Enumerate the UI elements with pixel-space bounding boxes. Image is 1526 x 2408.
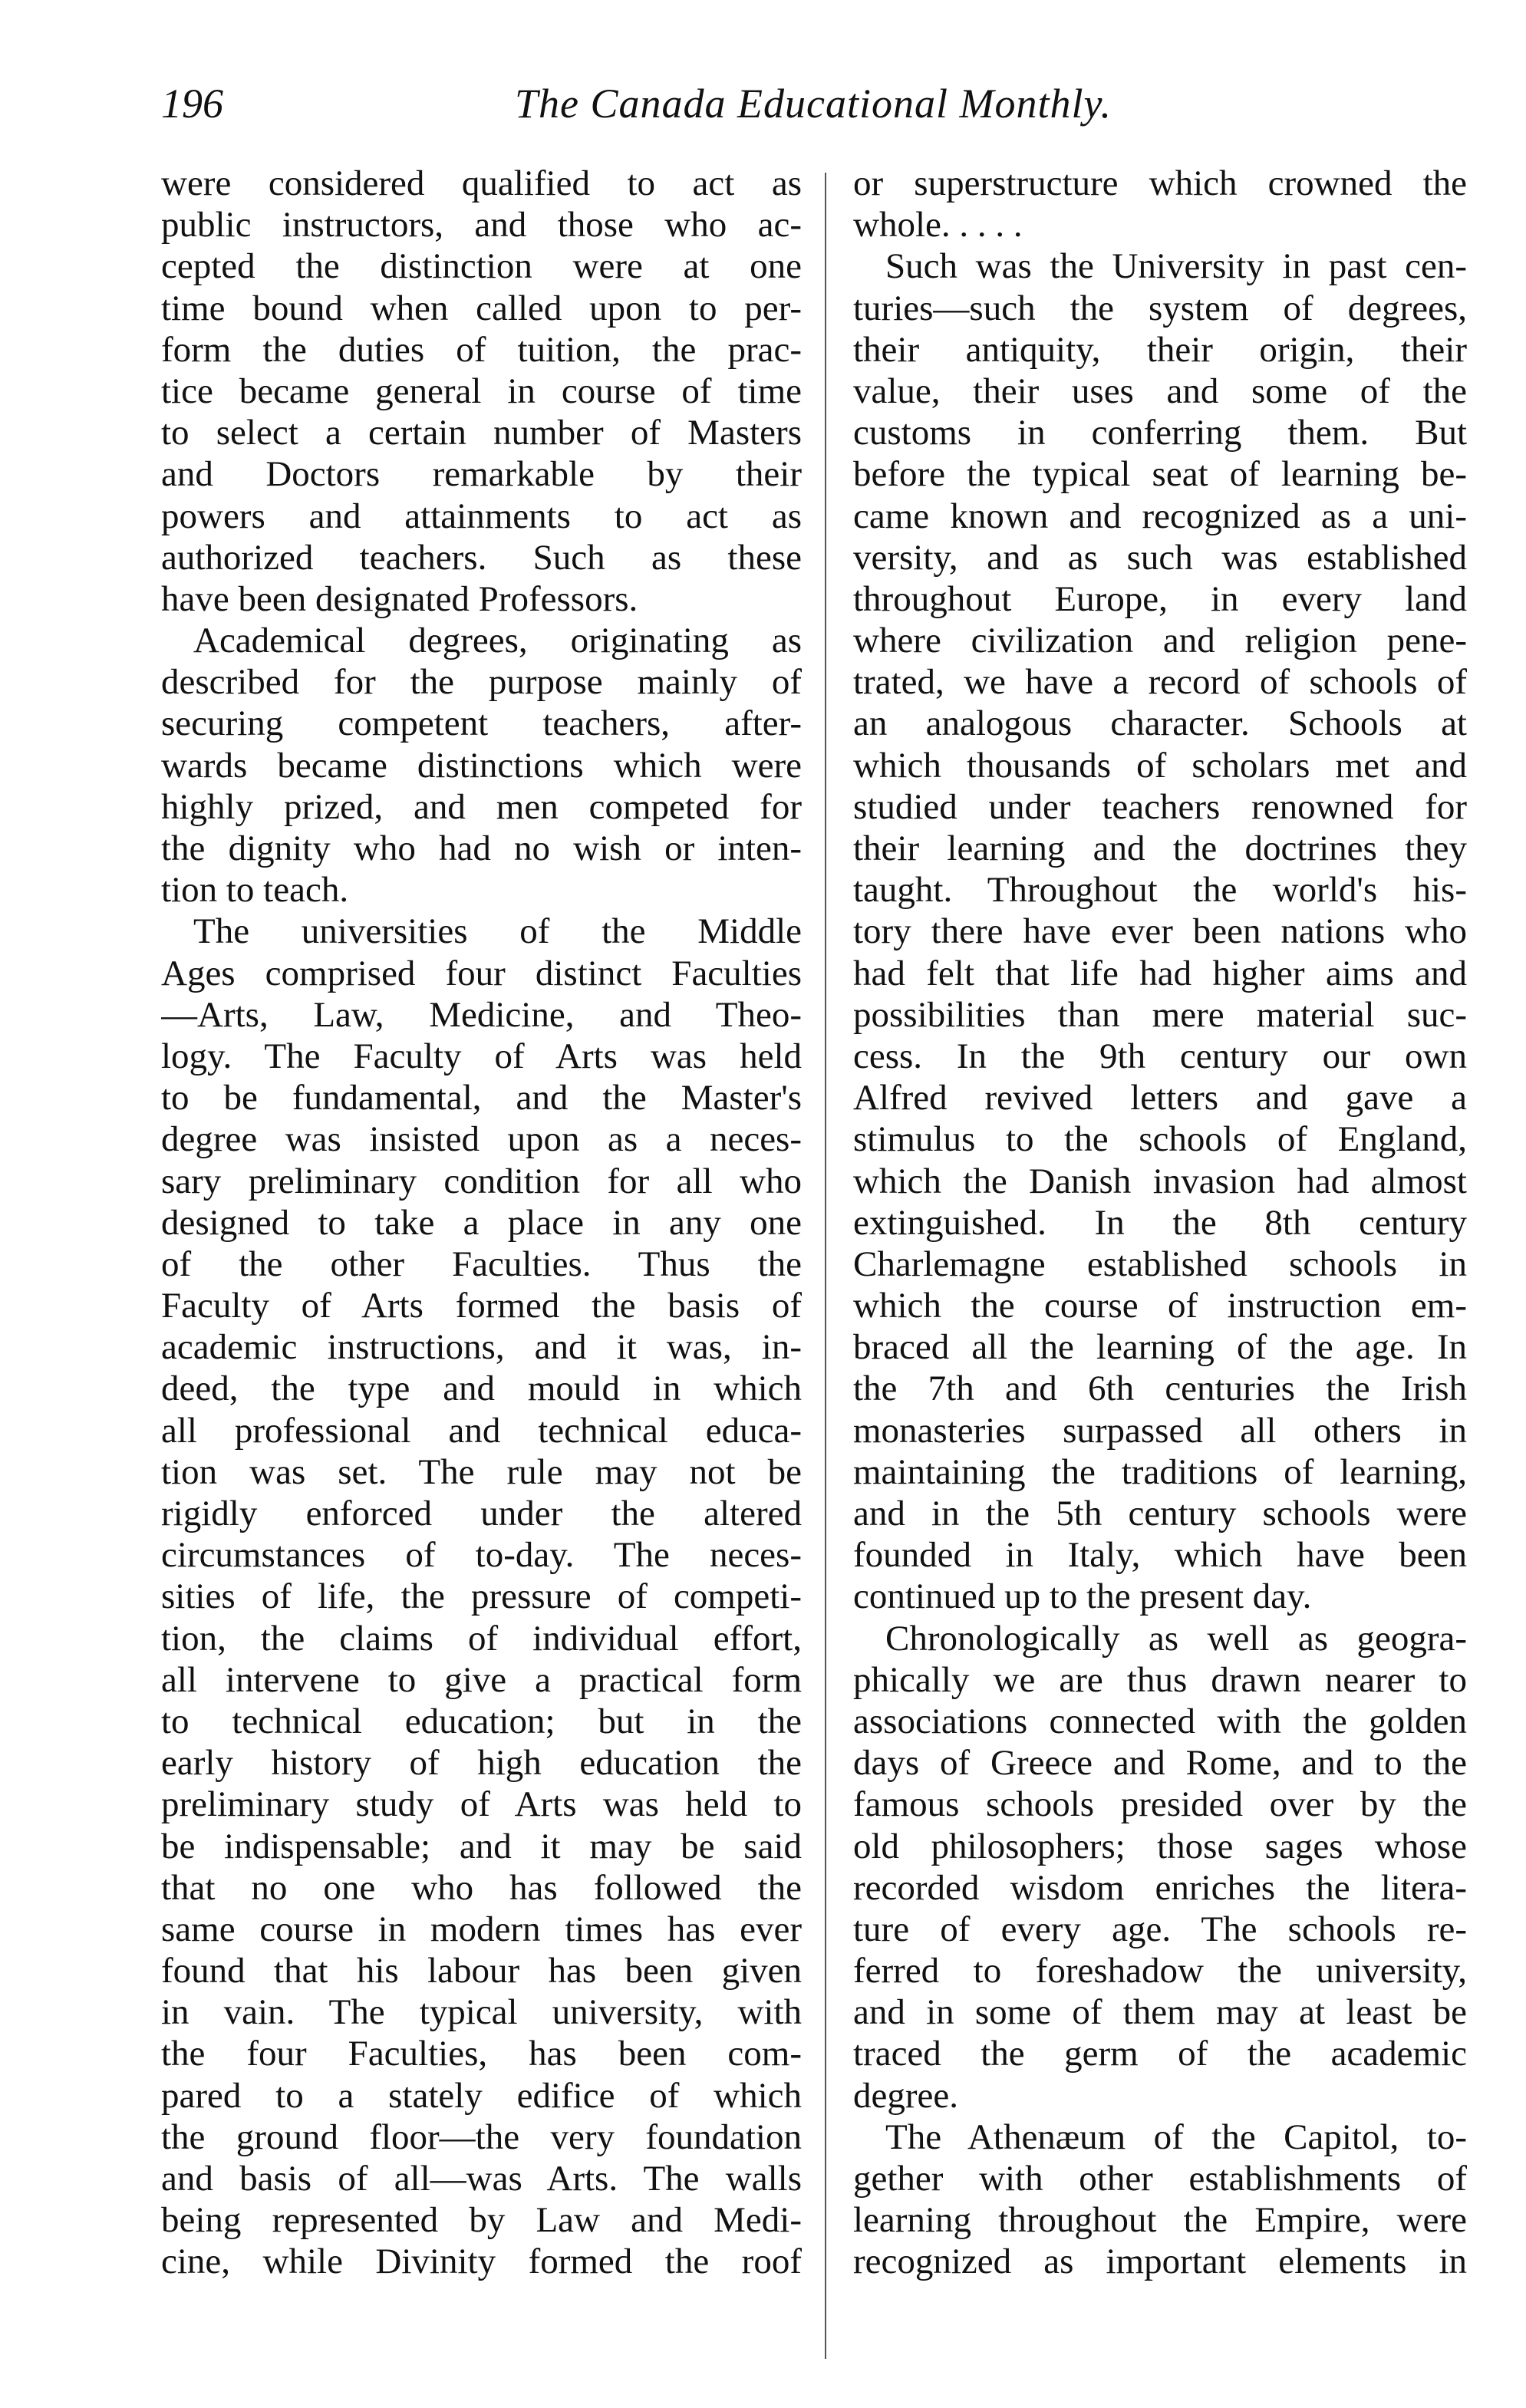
text-line: Chronologically as well as geogra- (885, 1618, 1467, 1659)
text-line: phically we are thus drawn nearer to (853, 1659, 1467, 1700)
text-line: degree was insisted upon as a neces- (161, 1119, 802, 1160)
text-line: were considered qualified to act as (161, 163, 802, 203)
text-line: sary preliminary condition for all who (161, 1161, 802, 1201)
text-line: had felt that life had higher aims and (853, 953, 1467, 993)
text-line: preliminary study of Arts was held to (161, 1784, 802, 1825)
text-line: taught. Throughout the world's his- (853, 870, 1467, 911)
text-line: or superstructure which crowned the (853, 163, 1467, 203)
text-line: and basis of all—was Arts. The walls (161, 2159, 802, 2199)
text-line: found that his labour has been given (161, 1951, 802, 1991)
text-line: circumstances of to-day. The neces- (161, 1535, 802, 1576)
text-line: securing competent teachers, after- (161, 703, 802, 744)
text-line: and in the 5th century schools were (853, 1494, 1467, 1533)
page-number: 196 (161, 81, 223, 127)
text-line: trated, we have a record of schools of (853, 662, 1467, 703)
text-line: throughout Europe, in every land (853, 578, 1467, 619)
text-line: famous schools presided over by the (853, 1784, 1467, 1825)
text-line: the ground floor—the very foundation (161, 2116, 802, 2157)
page-header (161, 73, 1465, 134)
text-line: powers and attainments to act as (161, 496, 802, 536)
text-line: old philosophers; those sages whose (853, 1826, 1467, 1866)
text-line: The universities of the Middle (193, 911, 802, 952)
text-line: before the typical seat of learning be- (853, 454, 1467, 495)
text-line: value, their uses and some of the (853, 371, 1467, 411)
text-line: degree. (853, 2075, 958, 2116)
text-line: came known and recognized as a uni- (853, 496, 1467, 536)
text-line: gether with other establishments of (853, 2159, 1467, 2199)
text-line: being represented by Law and Medi- (161, 2200, 802, 2241)
text-line: Such was the University in past cen- (885, 246, 1467, 287)
text-line: which the course of instruction em- (853, 1286, 1467, 1326)
text-line: to technical education; but in the (161, 1701, 802, 1741)
text-line: possibilities than mere material suc- (853, 994, 1467, 1035)
text-line: recognized as important elements in (853, 2242, 1467, 2282)
text-line: have been designated Professors. (161, 578, 638, 619)
text-line: academic instructions, and it was, in- (161, 1327, 802, 1368)
text-line: stimulus to the schools of England, (853, 1119, 1467, 1160)
text-line: of the other Faculties. Thus the (161, 1244, 802, 1284)
text-line: tory there have ever been nations who (853, 911, 1467, 952)
text-line: turies—such the system of degrees, (853, 288, 1467, 328)
text-line: and Doctors remarkable by their (161, 454, 802, 495)
text-line: deed, the type and mould in which (161, 1369, 802, 1409)
text-line: which the Danish invasion had almost (853, 1161, 1467, 1201)
text-line: to select a certain number of Masters (161, 413, 802, 453)
text-line: time bound when called upon to per- (161, 288, 802, 328)
text-line: —Arts, Law, Medicine, and Theo- (161, 994, 802, 1035)
text-line: in vain. The typical university, with (161, 1992, 802, 2033)
left-column (161, 163, 802, 2283)
text-line: public instructors, and those who ac- (161, 205, 802, 245)
text-line: be indispensable; and it may be said (161, 1826, 802, 1866)
text-line: described for the purpose mainly of (161, 662, 802, 703)
text-line: authorized teachers. Such as these (161, 537, 802, 578)
text-line: cess. In the 9th century our own (853, 1036, 1467, 1076)
text-line: Alfred revived letters and gave a (853, 1078, 1467, 1118)
text-line: continued up to the present day. (853, 1576, 1312, 1617)
text-line: tice became general in course of time (161, 371, 802, 411)
column-divider (825, 173, 826, 2359)
text-line: tion to teach. (161, 870, 349, 911)
text-line: monasteries surpassed all others in (853, 1410, 1467, 1451)
text-line: whole. . . . . (853, 205, 1023, 245)
text-line: learning throughout the Empire, were (853, 2200, 1467, 2241)
text-line: to be fundamental, and the Master's (161, 1078, 802, 1118)
text-line: recorded wisdom enriches the litera- (853, 1867, 1467, 1908)
text-line: tion, the claims of individual effort, (161, 1618, 802, 1659)
right-column (853, 163, 1467, 2283)
text-line: where civilization and religion pene- (853, 621, 1467, 661)
text-line: Faculty of Arts formed the basis of (161, 1286, 802, 1326)
text-line: ture of every age. The schools re- (853, 1909, 1467, 1949)
text-line: versity, and as such was established (853, 537, 1467, 578)
text-line: all intervene to give a practical form (161, 1659, 802, 1700)
text-line: Charlemagne established schools in (853, 1244, 1467, 1284)
text-line: pared to a stately edifice of which (161, 2075, 802, 2116)
text-line: an analogous character. Schools at (853, 703, 1467, 744)
text-line: Academical degrees, originating as (193, 621, 802, 661)
text-line: cepted the distinction were at one (161, 246, 802, 287)
text-line: their antiquity, their origin, their (853, 329, 1467, 370)
text-line: designed to take a place in any one (161, 1202, 802, 1243)
text-line: cine, while Divinity formed the roof (161, 2242, 802, 2282)
text-line: wards became distinctions which were (161, 745, 802, 786)
text-line: ferred to foreshadow the university, (853, 1951, 1467, 1991)
text-line: The Athenæum of the Capitol, to- (885, 2116, 1467, 2157)
text-line: and in some of them may at least be (853, 1992, 1467, 2033)
text-line: sities of life, the pressure of competi- (161, 1576, 802, 1617)
text-line: founded in Italy, which have been (853, 1535, 1467, 1576)
text-line: traced the germ of the academic (853, 2034, 1467, 2074)
text-line: customs in conferring them. But (853, 413, 1467, 453)
text-line: braced all the learning of the age. In (853, 1327, 1467, 1368)
text-line: logy. The Faculty of Arts was held (161, 1036, 802, 1076)
text-line: the four Faculties, has been com- (161, 2034, 802, 2074)
text-line: days of Greece and Rome, and to the (853, 1743, 1467, 1784)
text-line: maintaining the traditions of learning, (853, 1451, 1467, 1492)
text-line: tion was set. The rule may not be (161, 1451, 802, 1492)
text-line: early history of high education the (161, 1743, 802, 1784)
text-line: the dignity who had no wish or inten- (161, 828, 802, 868)
text-line: which thousands of scholars met and (853, 745, 1467, 786)
text-line: same course in modern times has ever (161, 1909, 802, 1949)
running-title: The Canada Educational Monthly. (515, 81, 1112, 127)
text-line: their learning and the doctrines they (853, 828, 1467, 868)
text-line: highly prized, and men competed for (161, 786, 802, 827)
text-line: Ages comprised four distinct Faculties (161, 953, 802, 993)
text-line: rigidly enforced under the altered (161, 1494, 802, 1533)
text-line: that no one who has followed the (161, 1867, 802, 1908)
text-line: form the duties of tuition, the prac- (161, 329, 802, 370)
text-line: extinguished. In the 8th century (853, 1202, 1467, 1243)
text-line: all professional and technical educa- (161, 1410, 802, 1451)
text-line: associations connected with the golden (853, 1701, 1467, 1741)
text-line: studied under teachers renowned for (853, 786, 1467, 827)
text-line: the 7th and 6th centuries the Irish (853, 1369, 1467, 1409)
